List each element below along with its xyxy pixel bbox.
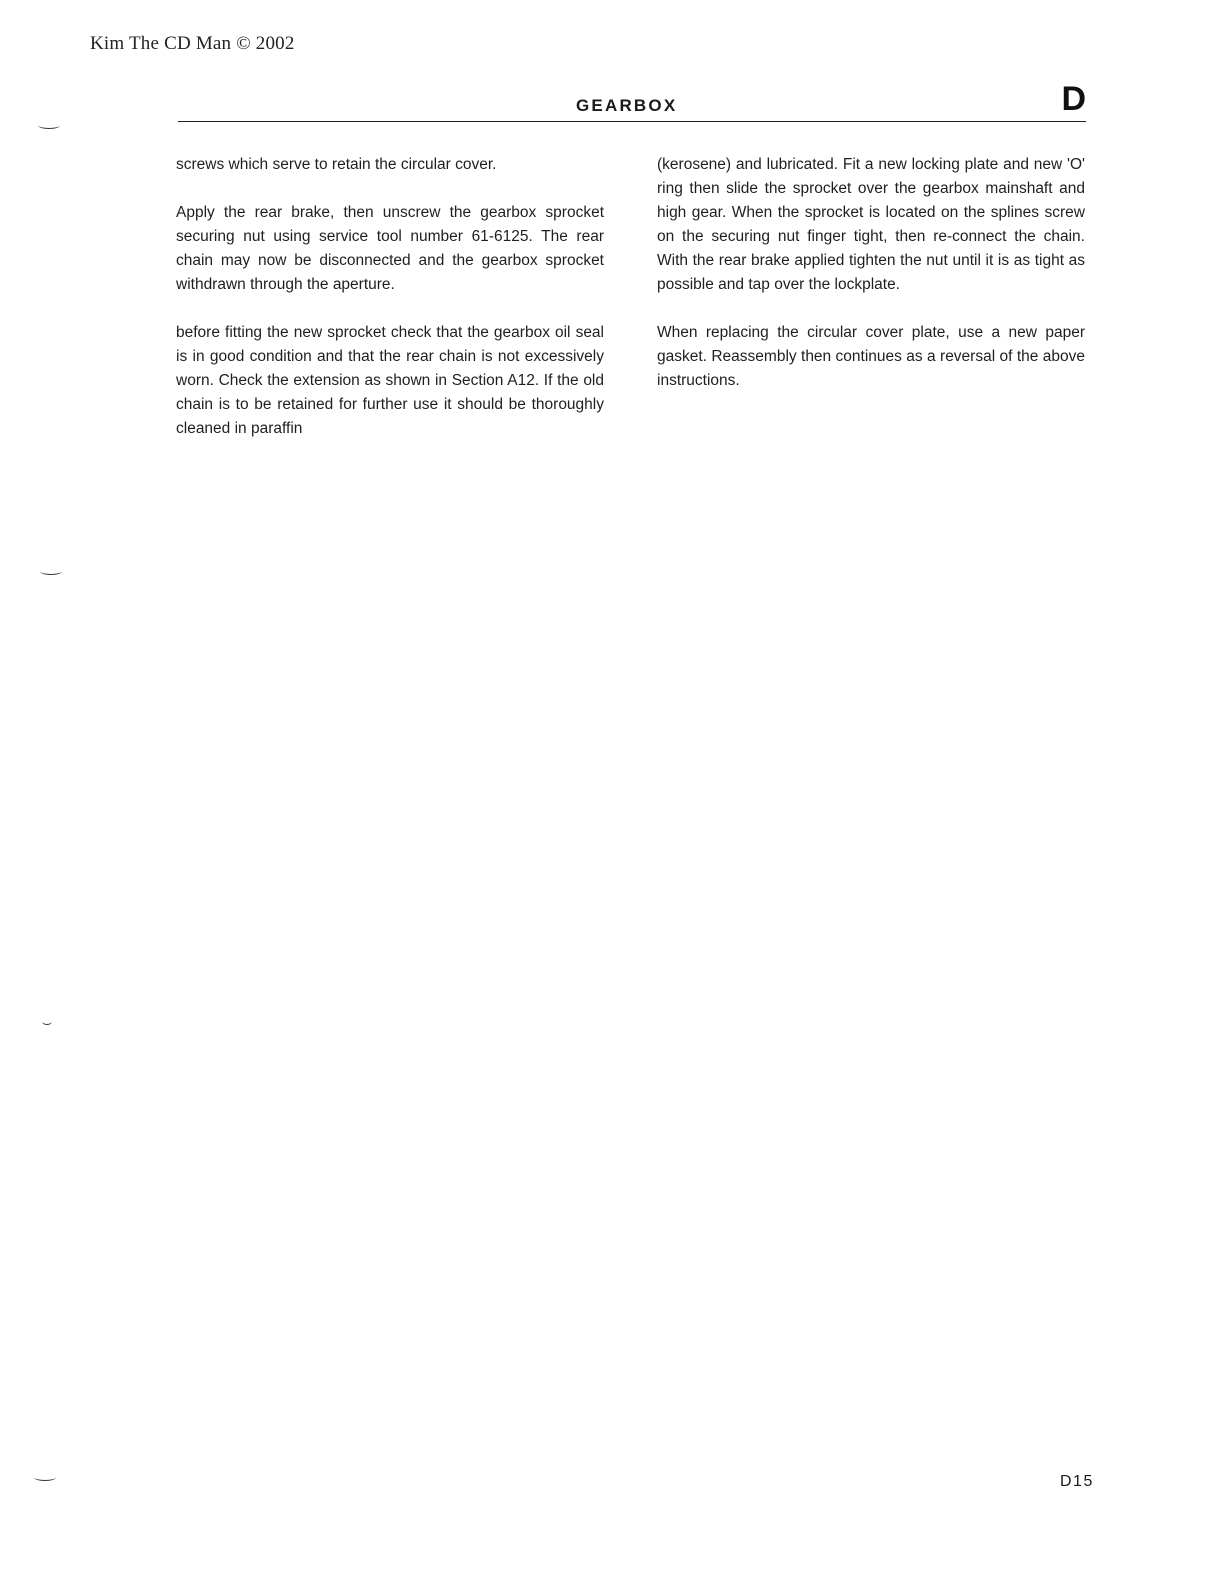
left-column xyxy=(176,153,604,465)
section-title: GEARBOX xyxy=(576,96,678,115)
paragraph: When replacing the circular cover plate, use a new paper gasket. Reassembly then continues as a reversal of the above instructions. xyxy=(657,324,1085,389)
paragraph: before fitting the new sprocket check that the gearbox oil seal is in good condition and that the rear chain is not excessively worn. Check the extension as shown in Section A12. If the old chain is to be retained for further use it should be thoroughly cleaned in paraffin xyxy=(176,324,604,437)
page-header xyxy=(178,80,1086,122)
binding-hole-mark xyxy=(34,1474,56,1481)
right-column xyxy=(657,153,1085,417)
binding-hole-mark xyxy=(42,1018,52,1025)
paragraph: (kerosene) and lubricated. Fit a new locking plate and new 'O' ring then slide the sprocket over the gearbox mainshaft and high gear. When the sprocket is located on the splines screw on the securing nut finger tight, then re-connect the chain. With the rear brake applied tighten the nut until it is as tight as possible and tap over the lockplate. xyxy=(657,156,1085,293)
binding-hole-mark xyxy=(38,122,60,129)
copyright-watermark: Kim The CD Man © 2002 xyxy=(90,33,295,54)
paragraph: Apply the rear brake, then unscrew the gearbox sprocket securing nut using service tool number 61-6125. The rear chain may now be disconnected and the gearbox sprocket withdrawn through the aperture. xyxy=(176,204,604,293)
paragraph: screws which serve to retain the circular cover. xyxy=(176,156,497,173)
page-number: D15 xyxy=(1060,1473,1094,1490)
header-rule xyxy=(178,121,1086,122)
section-letter: D xyxy=(1061,80,1086,118)
binding-hole-mark xyxy=(40,568,62,575)
